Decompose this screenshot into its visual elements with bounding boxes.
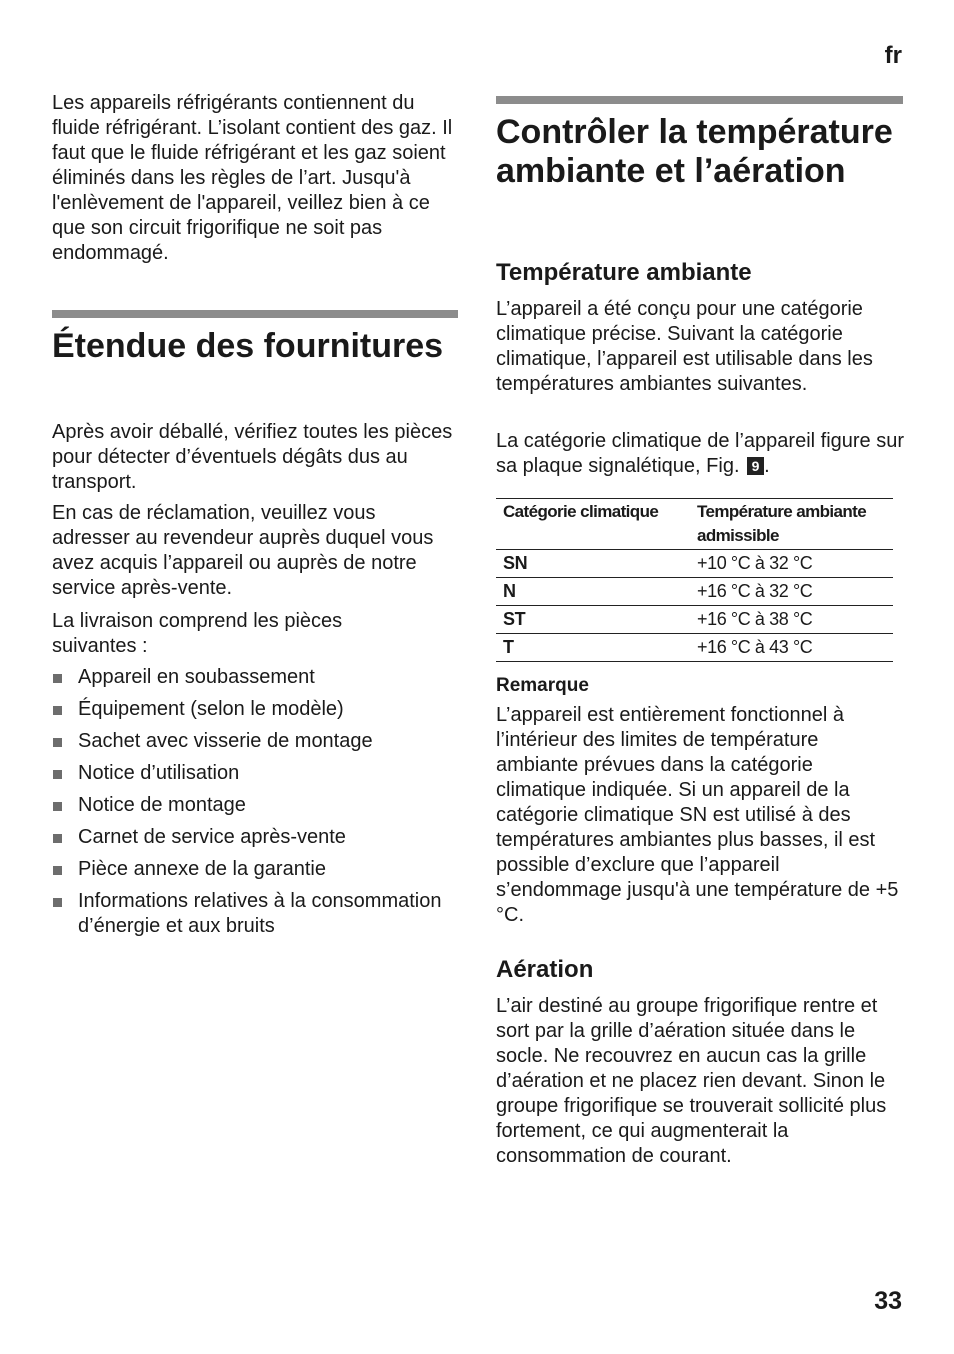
table-cell-range: +16 °C à 32 °C	[690, 578, 893, 606]
list-item: Équipement (selon le modèle)	[52, 697, 462, 722]
table-cell-range: +16 °C à 43 °C	[690, 634, 893, 662]
supply-list	[52, 665, 462, 946]
table-header-row	[496, 499, 893, 550]
paragraph-reclamation: En cas de réclamation, veuillez vous adresser au revendeur auprès duquel vous avez acquis l’appareil ou auprès de notre service après-vente.	[52, 502, 434, 599]
table-row	[496, 578, 893, 606]
bullet-square-icon	[53, 738, 62, 747]
bullet-square-icon	[53, 770, 62, 779]
list-item: Notice d’utilisation	[52, 761, 462, 786]
table-cell-category: ST	[496, 606, 690, 634]
paragraph-aeration: L’air destiné au groupe frigorifique rentre et sort par la grille d’aération située dans le socle. Ne recouvrez en aucun cas la grille d’aération et ne placez rien devant. Sinon le groupe frigorifique se trouverait sollicité plus fortement, ce qui augmenterait la consommation de courant.	[496, 995, 887, 1167]
list-item: Notice de montage	[52, 793, 462, 818]
intro-paragraph: Les appareils réfrigérants contiennent du fluide réfrigérant. L’isolant contient des gaz. Il faut que le fluide réfrigérant et les gaz soient éliminés dans les règles de l’art. Jusqu'à l'enlèvement de l'appareil, veillez bien à ce que son circuit frigorifique ne soit pas endommagé.	[52, 92, 453, 264]
subsection-title-temperature-ambiante: Température ambiante	[496, 259, 752, 286]
table-header-cell: Catégorie climatique	[496, 499, 690, 550]
list-item: Carnet de service après-vente	[52, 825, 462, 850]
section-title-fournitures: Étendue des fournitures	[52, 327, 444, 365]
paragraph-unpack: Après avoir déballé, vérifiez toutes les pièces pour détecter d’éventuels dégâts dus au transport.	[52, 421, 453, 493]
section-divider	[52, 310, 458, 318]
list-item: Pièce annexe de la garantie	[52, 857, 462, 882]
climate-category-table	[496, 498, 893, 662]
bullet-square-icon	[53, 674, 62, 683]
subsection-title-aeration: Aération	[496, 956, 594, 983]
table-row	[496, 550, 893, 578]
table-row	[496, 634, 893, 662]
section-divider	[496, 96, 903, 104]
figure-reference-badge: 9	[747, 457, 764, 475]
list-item: Appareil en soubassement	[52, 665, 462, 690]
bullet-square-icon	[53, 866, 62, 875]
table-cell-category: SN	[496, 550, 690, 578]
paragraph-livraison: La livraison comprend les pièces suivantes :	[52, 610, 343, 657]
table-header-cell: Température ambiante admissible	[690, 499, 893, 550]
list-item: Sachet avec visserie de montage	[52, 729, 462, 754]
table-row	[496, 606, 893, 634]
paragraph-plaque: La catégorie climatique de l’appareil figure sur sa plaque signalétique, Fig. 9 .	[496, 430, 905, 477]
table-cell-category: N	[496, 578, 690, 606]
bullet-square-icon	[53, 706, 62, 715]
table-cell-category: T	[496, 634, 690, 662]
paragraph-categorie: L’appareil a été conçu pour une catégorie climatique précise. Suivant la catégorie climatique, l’appareil est utilisable dans les températures ambiantes suivantes.	[496, 298, 873, 395]
list-item: Informations relatives à la consommation d’énergie et aux bruits	[52, 889, 462, 939]
table-cell-range: +10 °C à 32 °C	[690, 550, 893, 578]
table-cell-range: +16 °C à 38 °C	[690, 606, 893, 634]
note-title: Remarque	[496, 675, 589, 696]
bullet-square-icon	[53, 802, 62, 811]
page-number: 33	[874, 1287, 902, 1315]
section-title-temperature: Contrôler la température ambiante et l’aération	[496, 113, 893, 190]
bullet-square-icon	[53, 898, 62, 907]
language-label: fr	[884, 42, 902, 69]
bullet-square-icon	[53, 834, 62, 843]
note-paragraph: L’appareil est entièrement fonctionnel à l’intérieur des limites de température ambiante prévues dans la catégorie climatique indiquée. Si un appareil de la catégorie climatique SN est utilisé à des températures ambiantes plus basses, il est possible d’exclure que l’appareil s’endommage jusqu'à une température de +5 °C.	[496, 704, 899, 926]
